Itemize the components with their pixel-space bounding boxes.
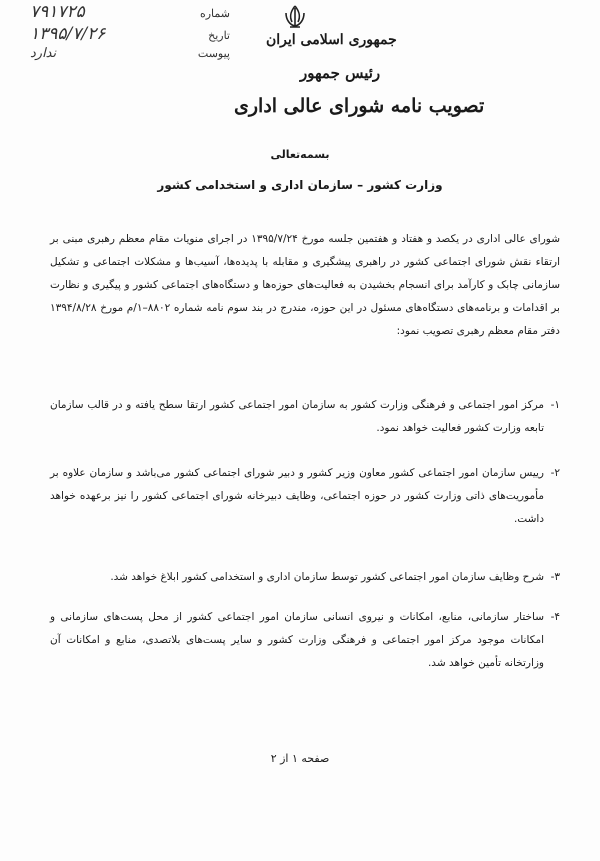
basmala: بسمه‌تعالی: [270, 148, 330, 161]
document-title: تصویب نامه شورای عالی اداری: [234, 95, 485, 117]
attachment-label: پیوست: [197, 47, 230, 60]
country-heading: جمهوری اسلامی ایران: [266, 32, 397, 48]
intro-paragraph: شورای عالی اداری در یکصد و هفتاد و هفتمین جلسه مورخ ۱۳۹۵/۷/۲۴ در اجرای منویات مقام معظم رهبری مبنی بر ارتقاء نقش شورای اجتماعی کشور در راهبری پیشگیری و مقابله با پدیده‌ها، آسیب‌ها و مشکلات اجتماعی و تشکیل سازمانی چابک و کارآمد برای انسجام بخشیدن به فعالیت‌های حوزه‌ها و دستگاه‌های اجتماعی کشور و پیگیری و نظارت بر اقدامات و برنامه‌های دستگاه‌های مسئول در این حوزه، مندرج در بند سوم نامه شماره ۸۸۰۲–۱/م مورخ ۱۳۹۴/۸/۲۸ دفتر مقام معظم رهبری تصویب نمود:: [50, 233, 560, 337]
attachment-value: ندارد: [30, 46, 57, 61]
president-heading: رئیس جمهور: [300, 64, 381, 82]
emblem-icon: [280, 4, 310, 30]
item-number: ۴-: [550, 611, 560, 623]
letter-date-label: تاریخ: [208, 29, 230, 42]
item-text: مرکز امور اجتماعی و فرهنگی وزارت کشور به سازمان امور اجتماعی کشور ارتقا سطح یافته و در قالب سازمان تابعه وزارت کشور فعالیت خواهد نمود.: [50, 399, 544, 434]
list-item: [50, 566, 560, 589]
stamp-date-row: [30, 24, 230, 46]
item-text: شرح وظایف سازمان امور اجتماعی کشور توسط سازمان اداری و استخدامی کشور ابلاغ خواهد شد.: [110, 571, 544, 583]
list-item: [50, 462, 560, 531]
recipient: وزارت کشور – سازمان اداری و استخدامی کشور: [157, 178, 443, 192]
item-number: ۲-: [550, 467, 560, 479]
letter-number-label: شماره: [199, 7, 230, 20]
reference-stamp: [30, 2, 230, 68]
list-item: [50, 394, 560, 440]
page-number: صفحه ۱ از ۲: [270, 752, 330, 765]
letter-number: ۷۹۱۷۲۵: [30, 2, 85, 22]
item-text: رییس سازمان امور اجتماعی کشور معاون وزیر کشور و دبیر شورای اجتماعی کشور می‌باشد و سازمان علاوه بر مأموریت‌های ذاتی وزارت کشور در حوزه اجتماعی، وظایف دبیرخانه شورای اجتماعی کشور را نیز برعهده خواهد داشت.: [50, 467, 544, 525]
item-number: ۱-: [550, 399, 560, 411]
letter-date: ۱۳۹۵/۷/۲۶: [30, 24, 106, 44]
stamp-number-row: [30, 2, 230, 24]
list-item: [50, 606, 560, 675]
stamp-attachment-row: [30, 46, 230, 68]
item-number: ۳-: [550, 571, 560, 583]
item-text: ساختار سازمانی، منابع، امکانات و نیروی انسانی سازمان امور اجتماعی کشور از محل پست‌های سازمانی و امکانات موجود مرکز امور اجتماعی و فرهنگی وزارت کشور و سایر پست‌های بلاتصدی، منابع و امکانات آن وزارتخانه تأمین خواهد شد.: [50, 611, 544, 669]
